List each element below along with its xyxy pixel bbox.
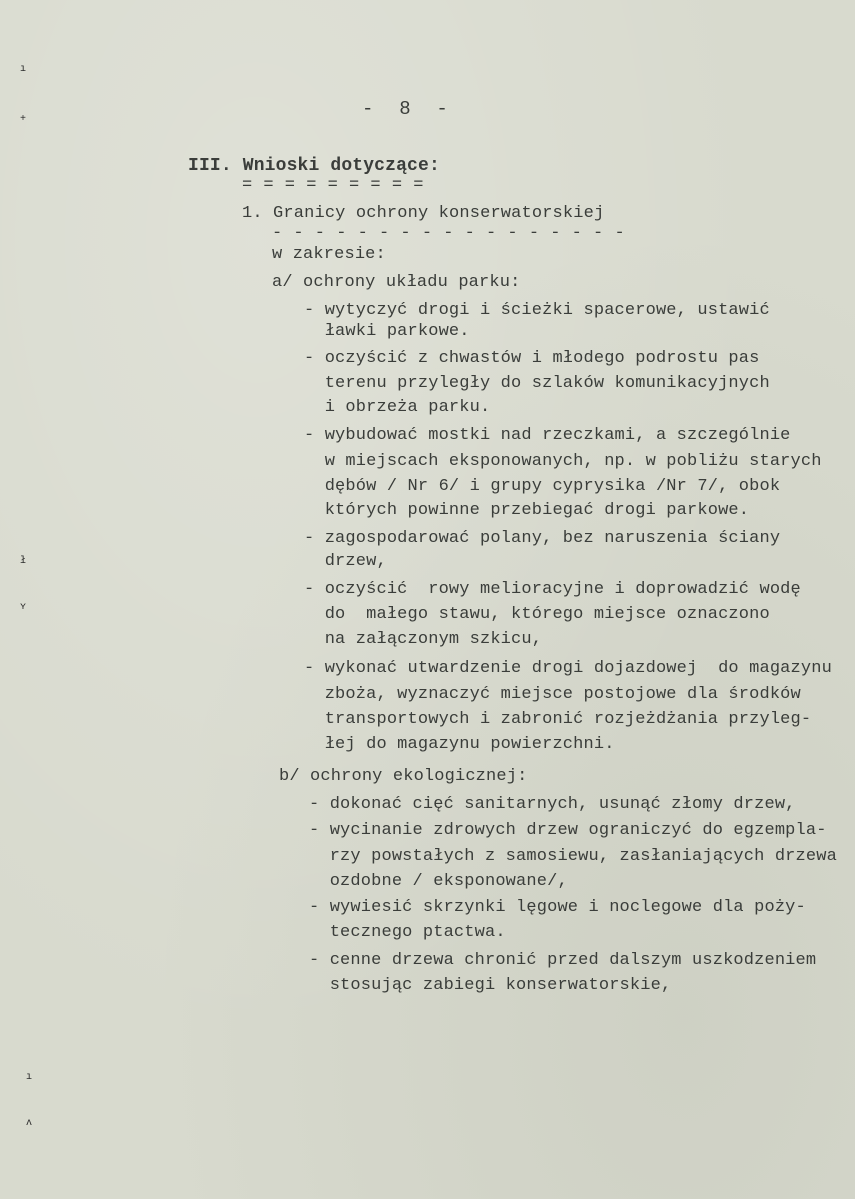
part-a-line: - zagospodarować polany, bez naruszenia ściany <box>304 529 781 548</box>
heading-underline: = = = = = = = = = <box>242 176 424 195</box>
part-a-line: dębów / Nr 6/ i grupy cyprysika /Nr 7/, obok <box>304 477 781 496</box>
margin-mark: ı <box>26 1072 33 1083</box>
subheading-underline: - - - - - - - - - - - - - - - - - <box>272 224 626 243</box>
scope-text: w zakresie: <box>272 245 386 264</box>
part-b-line: ozdobne / eksponowane/, <box>309 872 568 891</box>
part-b-line: - cenne drzewa chronić przed dalszym uszkodzeniem <box>309 951 817 970</box>
part-a-title: a/ ochrony układu parku: <box>272 273 521 292</box>
margin-mark: ł <box>20 556 27 567</box>
margin-mark: ʏ <box>20 602 27 613</box>
margin-mark: ı <box>20 64 27 75</box>
part-a-line: terenu przyległy do szlaków komunikacyjnych <box>304 374 770 393</box>
part-a-line: łej do magazynu powierzchni. <box>304 735 615 754</box>
subheading: 1. Granicy ochrony konserwatorskiej <box>242 204 605 223</box>
margin-mark: + <box>20 114 27 125</box>
page-number: - 8 - <box>362 98 449 120</box>
part-b-line: - wywiesić skrzynki lęgowe i noclegowe dla poży- <box>309 898 806 917</box>
part-a-line: w miejscach eksponowanych, np. w pobliżu starych <box>304 452 822 471</box>
part-a-line: - wytyczyć drogi i ścieżki spacerowe, ustawić <box>304 301 770 320</box>
part-b-line: - wycinanie zdrowych drzew ograniczyć do egzempla- <box>309 821 827 840</box>
margin-mark: ʌ <box>26 1118 33 1129</box>
part-b-line: - dokonać cięć sanitarnych, usunąć złomy drzew, <box>309 795 796 814</box>
part-b-line: rzy powstałych z samosiewu, zasłaniających drzewa <box>309 847 837 866</box>
part-a-line: - wybudować mostki nad rzeczkami, a szczególnie <box>304 426 791 445</box>
part-a-line: drzew, <box>304 552 387 571</box>
part-a-line: do małego stawu, którego miejsce oznaczono <box>304 605 770 624</box>
part-a-line: i obrzeża parku. <box>304 398 491 417</box>
part-a-line: zboża, wyznaczyć miejsce postojowe dla środków <box>304 685 801 704</box>
part-b-line: stosując zabiegi konserwatorskie, <box>309 976 672 995</box>
part-b-line: tecznego ptactwa. <box>309 923 506 942</box>
section-heading: III. Wnioski dotyczące: <box>188 156 440 176</box>
part-a-line: - wykonać utwardzenie drogi dojazdowej do magazynu <box>304 659 832 678</box>
part-a-line: ławki parkowe. <box>304 322 470 341</box>
part-a-line: - oczyścić z chwastów i młodego podrostu pas <box>304 349 760 368</box>
part-a-line: których powinne przebiegać drogi parkowe. <box>304 501 750 520</box>
part-a-line: - oczyścić rowy melioracyjne i doprowadzić wodę <box>304 580 801 599</box>
part-a-line: na załączonym szkicu, <box>304 630 543 649</box>
part-b-title: b/ ochrony ekologicznej: <box>279 767 528 786</box>
part-a-line: transportowych i zabronić rozjeżdżania przyleg- <box>304 710 812 729</box>
